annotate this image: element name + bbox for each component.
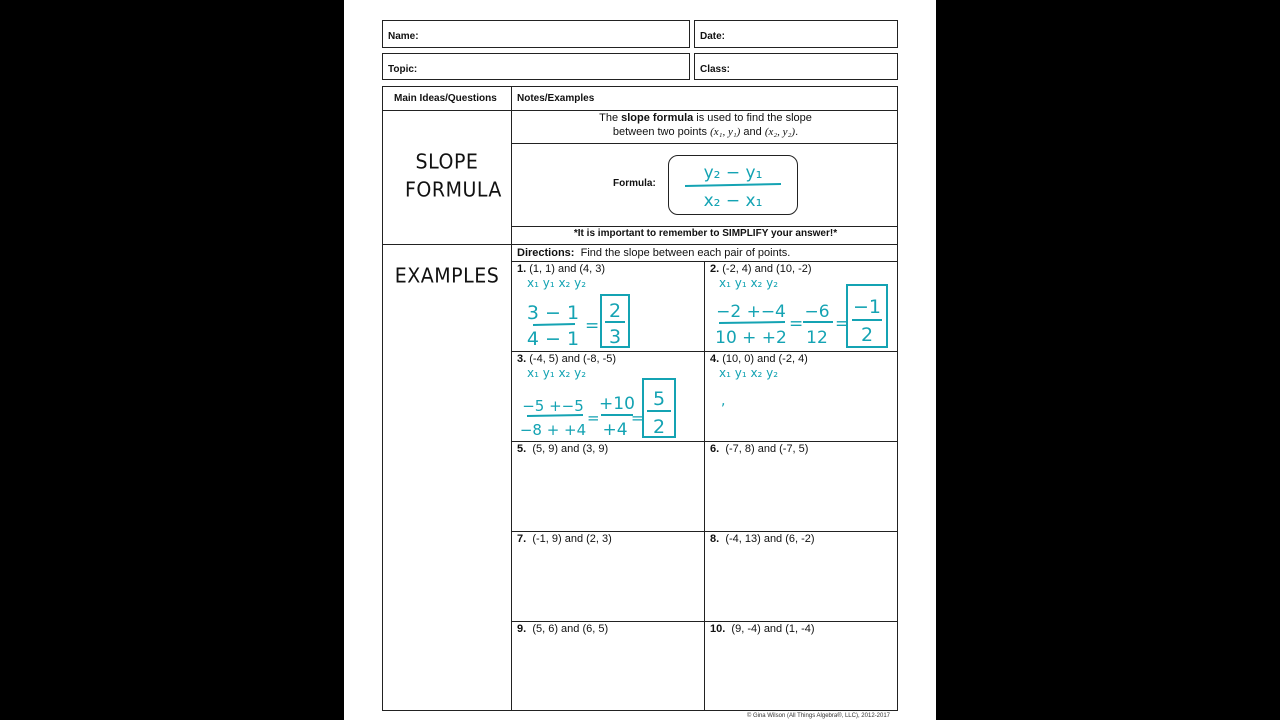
formula-label: Formula: (613, 178, 656, 189)
svg-text:−5 +−5: −5 +−5 (522, 397, 584, 415)
handwritten-work-2 (715, 275, 905, 355)
col2-header: Notes/Examples (517, 93, 595, 104)
problem-4: 4. (10, 0) and (-2, 4) (710, 353, 808, 365)
handwritten-formula (669, 156, 797, 214)
section-divider (383, 244, 897, 245)
svg-text:3: 3 (608, 326, 622, 348)
svg-text:=: = (631, 409, 644, 427)
examples-row-line-3 (511, 531, 897, 532)
date-label: Date: (700, 31, 726, 42)
svg-text:−2 +−4: −2 +−4 (716, 302, 786, 322)
handwritten-work-1 (523, 275, 653, 355)
topic-label: Topic: (388, 64, 418, 75)
svg-text:,: , (721, 393, 726, 409)
svg-text:=: = (587, 409, 600, 427)
svg-text:3 − 1: 3 − 1 (526, 302, 580, 324)
svg-text:−8 + +4: −8 + +4 (519, 421, 587, 439)
notes-table (382, 86, 898, 711)
date-field[interactable] (694, 20, 898, 48)
name-field[interactable] (382, 20, 690, 48)
column-divider (511, 87, 512, 710)
problem-3: 3. (-4, 5) and (-8, -5) (517, 353, 617, 365)
problem-1: 1. (1, 1) and (4, 3) (517, 263, 606, 275)
svg-text:x₁ y₁ x₂ y₂: x₁ y₁ x₂ y₂ (719, 366, 779, 380)
svg-text:x₁ y₁ x₂ y₂: x₁ y₁ x₂ y₂ (527, 366, 587, 380)
class-field[interactable] (694, 53, 898, 80)
formula-row-line (511, 226, 897, 227)
copyright-footer: © Gina Wilson (All Things Algebra®, LLC), 2012-2017 (746, 713, 890, 719)
directions: Directions: Find the slope between each pair of points. (517, 247, 791, 259)
problem-2: 2. (-2, 4) and (10, -2) (710, 263, 812, 275)
problem-7: 7. (-1, 9) and (2, 3) (517, 533, 612, 545)
svg-text:2: 2 (860, 324, 874, 346)
simplify-reminder: *It is important to remember to SIMPLIFY your answer!* (573, 228, 838, 239)
handwritten-work-4 (715, 365, 865, 415)
formula-box (668, 155, 798, 215)
class-label: Class: (700, 64, 731, 75)
problem-8: 8. (-4, 13) and (6, -2) (710, 533, 815, 545)
problem-5: 5. (5, 9) and (3, 9) (517, 443, 609, 455)
svg-text:+10: +10 (599, 394, 635, 414)
worksheet-page (344, 0, 936, 720)
name-label: Name: (388, 31, 419, 42)
svg-text:+4: +4 (602, 420, 628, 440)
svg-text:10 + +2: 10 + +2 (715, 328, 787, 348)
svg-text:=: = (585, 316, 600, 336)
problem-9: 9. (5, 6) and (6, 5) (517, 623, 609, 635)
handwritten-work-3 (519, 365, 703, 445)
svg-text:−6: −6 (804, 302, 830, 322)
col1-header: Main Ideas/Questions (394, 93, 497, 104)
slope-formula-intro: The slope formula is used to find the slope between two points (x₁, y₁) and (x₂, y₂). (599, 112, 812, 138)
intro-row-line (511, 143, 897, 144)
examples-col-divider (704, 261, 705, 710)
section-title-examples: EXAMPLES (394, 264, 500, 288)
svg-text:12: 12 (806, 328, 828, 348)
svg-text:2: 2 (652, 416, 666, 438)
examples-row-line-4 (511, 621, 897, 622)
section-title-slope-formula: SLOPE FORMULA (405, 150, 502, 202)
problem-10: 10. (9, -4) and (1, -4) (710, 623, 815, 635)
problem-6: 6. (-7, 8) and (-7, 5) (710, 443, 809, 455)
svg-text:−1: −1 (852, 296, 882, 318)
svg-text:x₂ − x₁: x₂ − x₁ (703, 191, 763, 211)
svg-text:y₂ − y₁: y₂ − y₁ (703, 163, 763, 183)
svg-text:4 − 1: 4 − 1 (526, 328, 580, 350)
svg-text:5: 5 (652, 388, 666, 410)
svg-text:x₁ y₁ x₂ y₂: x₁ y₁ x₂ y₂ (719, 276, 779, 290)
svg-text:2: 2 (608, 300, 622, 322)
svg-text:=: = (789, 314, 804, 334)
svg-text:=: = (835, 314, 850, 334)
svg-text:x₁ y₁ x₂ y₂: x₁ y₁ x₂ y₂ (527, 276, 587, 290)
topic-field[interactable] (382, 53, 690, 80)
